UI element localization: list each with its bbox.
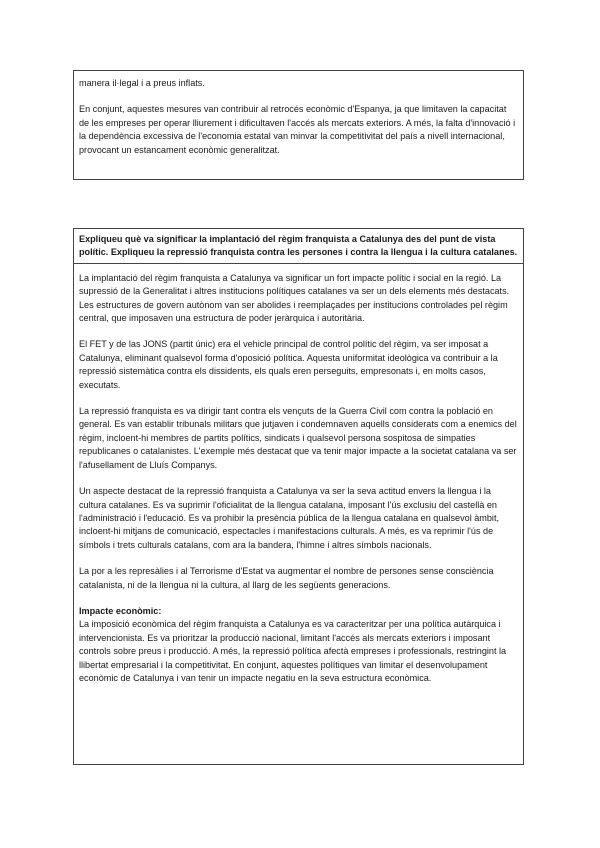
question-box-repression (73, 228, 524, 765)
answer-text (74, 264, 523, 686)
paragraph: La imposició econòmica del règim franquista a Catalunya es va caracteritzar per una política autàrquica i intervencionista. Es va prioritzar la producció nacional, limitant l'accés als mercats exteriors i imposant controls sobre preus i producció. A més, la repressió política afectà empreses i professionals, restringint la llibertat empresarial i la competitivitat. En conjunt, aquestes polítiques van limitar el desenvolupament econòmic de Catalunya i van tenir un impacte negatiu en la seva estructura econòmica. (79, 619, 507, 683)
paragraph: manera il·legal i a preus inflats. (79, 78, 205, 88)
paragraph: En conjunt, aquestes mesures van contribuir al retrocés econòmic d'Espanya, ja que limitaven la capacitat de les empreses per operar lliurement i dificultaven l'accés als mercats exteriors. A més, la falta d'innovació i la dependència excessiva de l'economia estatal van minvar la competitivitat del país a nivell internacional, provocant un estancament econòmic generalitzat. (79, 104, 516, 155)
answer-box-economic (73, 70, 524, 180)
paragraph: Un aspecte destacat de la repressió franquista a Catalunya va ser la seva actitud envers la llengua i la cultura catalanes. Es va suprimir l'oficialitat de la llengua catalana, imposant l'ús exclusiu del castellà en l'administració i l'educació. Es va prohibir la presència pública de la llengua catalana en qualsevol àmbit, incloent-hi mitjans de comunicació, espectacles i manifestacions culturals. A més, es va reprimir l'ús de símbols i trets culturals catalans, com ara la bandera, l'himne i altres símbols nacionals. (79, 486, 500, 550)
paragraph: La por a les represàlies i al Terrorisme d'Estat va augmentar el nombre de persones sense consciència catalanista, ni de la llengua ni la cultura, al llarg de les següents generacions. (79, 566, 494, 590)
section-heading: Impacte econòmic: (79, 605, 162, 616)
paragraph: El FET y de las JONS (partit únic) era el vehicle principal de control polític del règim, va ser imposat a Catalunya, eliminant qualsevol forma d'oposició política. Aquesta uniformitat ideològica va contribuir a la repressió sistemàtica contra els dissidents, els quals eren perseguits, empresonats i, en molts casos, executats. (79, 339, 498, 390)
question-text: Expliqueu què va significar la implantació del règim franquista a Catalunya des del punt de vista polític. Expliqueu la repressió franquista contra les persones i contra la llengua i la cultura catalanes. (74, 229, 523, 264)
paragraph: La implantació del règim franquista a Catalunya va significar un fort impacte polític i social en la regió. La supressió de la Generalitat i altres institucions polítiques catalanes va ser un dels elements més destacats. Les estructures de govern autònom van ser abolides i reemplaçades per institucions controlades pel règim central, que imposaven una estructura de poder jeràrquica i autoritària. (79, 272, 510, 324)
paragraph: La repressió franquista es va dirigir tant contra els vençuts de la Guerra Civil com contra la població en general. Es van establir tribunals militars que jutjaven i condemnaven aquells considerats com a enemics del règim, incloent-hi membres de partits polítics, sindicats i qualsevol persona sospitosa de simpaties republicanes o catalanistes. L'exemple més destacat que va tenir major impacte a la societat catalana va ser l'afusellament de Lluís Companys. (79, 406, 517, 470)
